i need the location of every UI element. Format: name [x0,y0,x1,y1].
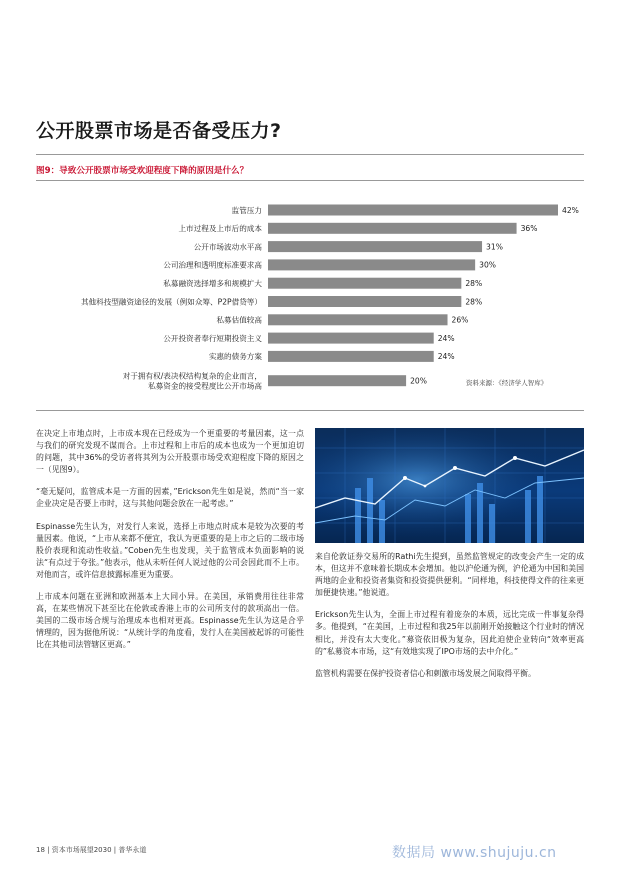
chart-bar [268,205,558,216]
bar-value-label: 26% [451,315,469,325]
figure-title: 图9：导致公开股票市场受欢迎程度下降的原因是什么？ [36,166,249,176]
watermark: 数据局 www.shujuju.cn [392,845,557,861]
left-column [36,428,304,662]
right-column [315,551,584,690]
category-label: 公开市场波动水平高 [193,242,262,252]
category-label: 私募资金的接受程度比公开市场高 [148,381,262,391]
chart-source: 资料来源：《经济学人智库》 [466,379,548,387]
category-label: 监管压力 [231,205,262,215]
category-label: 公开投资者奉行短期投资主义 [163,333,262,343]
paragraph: “毫无疑问，监管成本是一方面的因素，”Erickson先生如是说，然而“当一家企业决定是否要上市时，这与其他问题会放在一起考虑。” [36,487,304,509]
chart-bar [268,375,406,386]
bar-value-label: 36% [520,224,538,234]
bar-value-label: 28% [465,279,483,288]
bar-value-label: 20% [410,376,427,386]
bar-value-label: 31% [486,242,503,252]
category-label: 实惠的债务方案 [208,352,262,362]
paragraph: Espinasse先生认为，对发行人来说，选择上市地点时成本是较为次要的考量因素。他说，“上市从来都不便宜，我认为更重要的是上市之后的二级市场股价表现和流动性收益。”Coben先生也发现，关于监管成本负面影响的说法“有点过于夸张。”他表示，他从未听任何人说过他的公司会因此而不上市。对他而言，或许信息披露标准更为重要。 [36,521,304,579]
bar-value-label: 24% [437,333,455,343]
page-title: 公开股票市场是否备受压力? [36,120,282,142]
paragraph: Erickson先生认为，全面上市过程有着庞杂的本质，远比完成一件事复杂得多。他提到，“在美国，上市过程和我25年以前刚开始接触这个行业时的情况相比，并没有太大变化。”募资依旧极为复杂，因此迫使企业转向“效率更高的”私募资本市场，这“有效地实现了IPO市场的去中介化。” [315,610,584,656]
bar-value-label: 30% [479,260,497,270]
chart-bar [268,241,482,252]
category-label: 其他科技型融资途径的发展（例如众筹、P2P借贷等） [80,297,262,307]
paragraph: 来自伦敦证券交易所的Rathi先生提到，虽然监管规定的改变会产生一定的成本，但这并不意味着长期成本会增加。他以沪伦通为例，沪伦通为中国和美国两地的企业和投资者集资和投资提供便利。“同样地，科技使得文件的往来更加便捷快速。”他说道。 [315,552,584,598]
paragraph: 监管机构需要在保护投资者信心和刺激市场发展之间取得平衡。 [315,668,536,678]
bar-value-label: 24% [437,352,455,362]
page-footer: 18 | 资本市场展望2030 | 普华永道 [36,846,147,854]
category-label: 公司治理和透明度标准要求高 [163,260,262,270]
bar-chart [36,196,584,406]
chart-bar [268,296,461,307]
paragraph: 在决定上市地点时，上市成本现在已经成为一个更重要的考量因素，这一点与我们的研究发现不谋而合。上市过程和上市后的成本也成为一个更加迫切的问题，其中36%的受访者将其列为公开股票市场受欢迎程度下降的原因之一（见图9）。 [36,429,304,475]
bar-value-label: 42% [562,205,579,215]
title-divider [36,154,584,155]
chart-bar [268,314,448,325]
chart-bar [268,333,434,344]
bar-value-label: 28% [465,297,483,307]
chart-bar [268,278,461,289]
paragraph: 上市成本问题在亚洲和欧洲基本上大同小异。在美国，承销费用往往非常高，在某些情况下甚至比在伦敦或香港上市的公司所支付的款项高出一倍。美国的二级市场合规与治理成本也相对更高。Espinasse先生认为这是合乎情理的，因为据他所说：“从统计学的角度看，发行人在美国被起诉的可能性比在其他司法管辖区更高。” [36,592,304,650]
category-label: 私募融资选择增多和规模扩大 [163,279,262,288]
chart-bar [268,223,517,234]
category-label: 上市过程及上市后的成本 [178,224,262,234]
figure-top-divider [36,180,584,181]
network-graphic [315,428,584,543]
category-label: 私募估值较高 [216,315,262,325]
network-photo [315,428,584,543]
chart-bar [268,259,475,270]
chart-bar [268,351,434,362]
figure-bottom-divider [36,410,584,411]
category-label: 对于拥有权/表决权结构复杂的企业而言， [122,371,262,381]
